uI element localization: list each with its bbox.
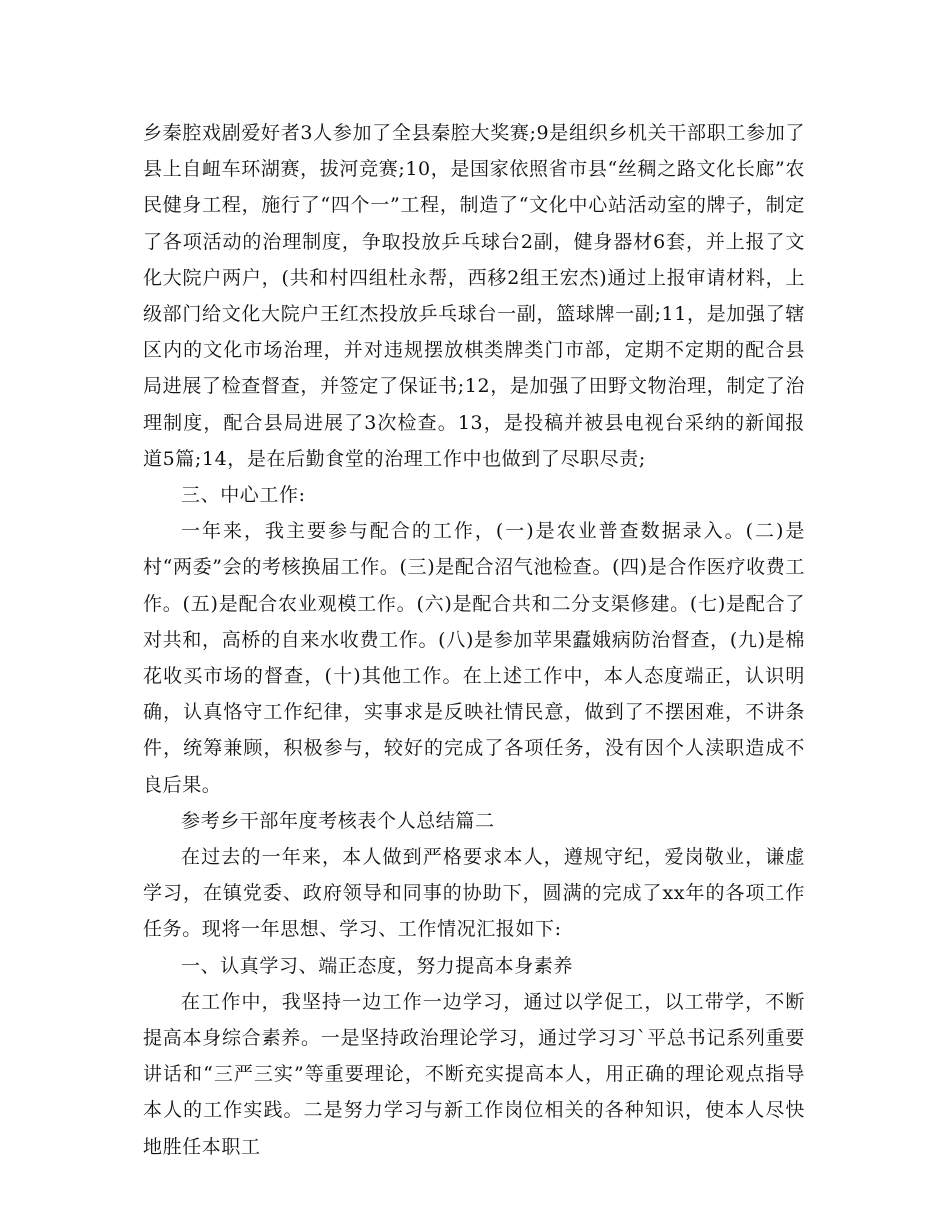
paragraph-intro: 在过去的一年来，本人做到严格要求本人，遵规守纪，爱岗敬业，谦虚学习，在镇党委、政府领导和同事的协助下，圆满的完成了xx年的各项工作任务。现将一年思想、学习、工作情况汇报如下: <box>143 846 805 941</box>
section-heading-central-work: 三、中心工作: <box>181 484 306 507</box>
document-body <box>143 115 805 1165</box>
section-heading-study: 一、认真学习、端正态度，努力提高本身素养 <box>181 954 574 977</box>
article-heading-part-two: 参考乡干部年度考核表个人总结篇二 <box>181 809 495 832</box>
paragraph-activities-list: 乡秦腔戏剧爱好者3人参加了全县秦腔大奖赛;9是组织乡机关干部职工参加了县上自衄车环湖赛，拔河竞赛;10，是国家依照省市县“丝稠之路文化长廊”农民健身工程，施行了“四个一”工程，制造了“文化中心站活动室的牌子，制定了各项活动的治理制度，争取投放乒乓球台2副，健身器材6套，并上报了文化大院户两户，(共和村四组杜永帮，西移2组王宏杰)通过上报审请材料，上级部门给文化大院户王红杰投放乒乓球台一副，篮球牌一副;11，是加强了辖区内的文化市场治理，并对违规摆放棋类牌类门市部，定期不定期的配合县局进展了检查督查，并签定了保证书;12，是加强了田野文物治理，制定了治理制度，配合县局进展了3次检查。13，是投稿并被县电视台采纳的新闻报道5篇;14，是在后勤食堂的治理工作中也做到了尽职尽责; <box>143 122 805 470</box>
paragraph-study: 在工作中，我坚持一边工作一边学习，通过以学促工，以工带学，不断提高本身综合素养。一是坚持政治理论学习，通过学习习`平总书记系列重要讲话和“三严三实”等重要理论，不断充实提高本人，用正确的理论观点指导本人的工作实践。二是努力学习与新工作岗位相关的各种知识，使本人尽快地胜任本职工 <box>143 990 805 1158</box>
paragraph-central-work: 一年来，我主要参与配合的工作，(一)是农业普查数据录入。(二)是村“两委”会的考核换届工作。(三)是配合沼气池检查。(四)是合作医疗收费工作。(五)是配合农业观模工作。(六)是配合共和二分支渠修建。(七)是配合了对共和，高桥的自来水收费工作。(八)是参加苹果蠹娥病防治督查，(九)是棉花收买市场的督查，(十)其他工作。在上述工作中，本人态度端正，认识明确，认真恪守工作纪律，实事求是反映社情民意，做到了不摆困难，不讲条件，统筹兼顾，积极参与，较好的完成了各项任务，没有因个人渎职造成不良后果。 <box>143 520 805 796</box>
